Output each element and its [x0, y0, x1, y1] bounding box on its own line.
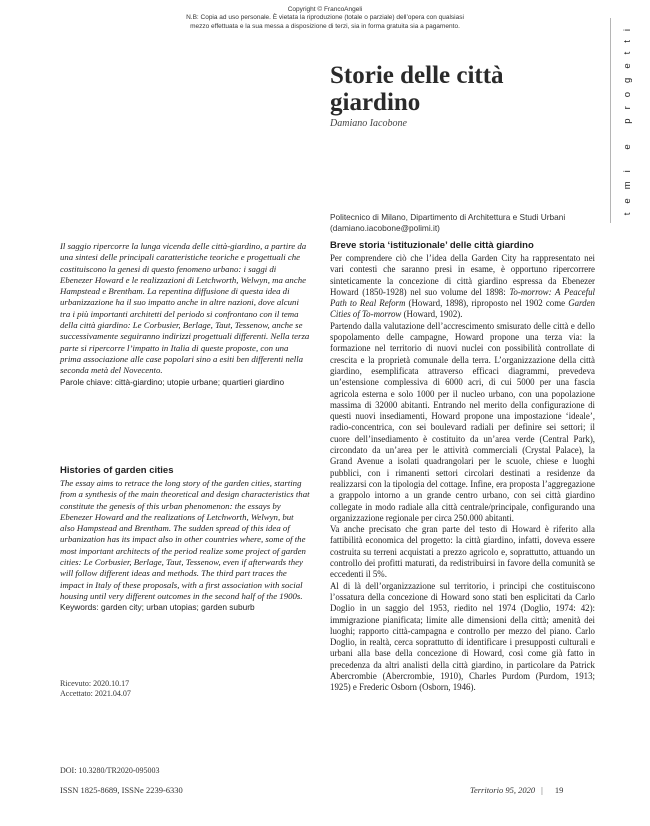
section-label	[622, 20, 633, 215]
doi: DOI: 10.3280/TR2020-095003	[60, 766, 160, 775]
section-heading: Breve storia ‘istituzionale’ delle città giardino	[330, 240, 534, 251]
usage-note	[150, 14, 500, 31]
author-email: (damiano.iacobone@polimi.it)	[330, 222, 440, 233]
footer-divider: |	[541, 785, 543, 795]
section-label-line-1: temi e	[622, 135, 633, 216]
body-paragraph-1	[330, 253, 595, 321]
article-title-line-1: Storie delle città	[330, 62, 504, 89]
p1-book-title-1: To-morrow: A Peaceful Path to Real Reform	[330, 286, 595, 309]
journal-issue: 95, 2020	[505, 785, 536, 795]
submission-dates	[60, 679, 131, 698]
english-title: Histories of garden cities	[60, 465, 174, 476]
body-paragraph-3: Va anche precisato che gran parte del testo di Howard è riferito alla fattibilità economica del progetto: la città giardino, infatti, doveva essere costruita su terreni acquistati a prezzo agricolo e, soprattutto, attuando un controllo dei profitti maturati, da redistribuirsi in favore della comunità se eccedenti il 5%.	[330, 524, 595, 580]
accepted-date: Accettato: 2021.04.07	[60, 688, 131, 698]
abstract-italian	[60, 241, 310, 388]
issn: ISSN 1825-8689, ISSNe 2239-6330	[60, 785, 183, 795]
body-paragraph-4: Al di là dell’organizzazione sul territorio, i principi che costituiscono l’ossatura della concezione di Howard sono stati ben esplicitati da Carlo Doglio in un saggio del 1953, riedito nel 1974 (Doglio, 1974: 42): immigrazione pianificata; limite alle dimensioni della città; amenità dei luoghi; rapporto città-campagna e controllo per mezzo del piano. Carlo Doglio, in realtà, cerca soprattutto di identificare i presupposti culturali e urbani alla base della concezione di Howard, così come già fatto in precedenza da altri analisti della città giardino, in particolare da Patrick Abercrombie (Abercrombie, 1910), Charles Purdom (Purdom, 1913; 1925) e Frederic Osborn (Osborn, 1946).	[330, 580, 595, 693]
page-number: 19	[554, 785, 564, 795]
keywords-italian: Parole chiave: città-giardino; utopie urbane; quartieri giardino	[60, 376, 285, 387]
p1-text-b: (Howard, 1898), riproposto nel 1902 come	[405, 298, 569, 309]
usage-note-line-1: N.B: Copia ad uso personale. È vietata la riproduzione (totale o parziale) dell’opera con qualsiasi	[186, 14, 464, 21]
p1-book-title-2: Garden Cities of To-morrow	[330, 298, 595, 320]
abstract-english	[60, 478, 310, 613]
body-text	[330, 240, 595, 694]
received-date: Ricevuto: 2020.10.17	[60, 679, 130, 688]
author-affiliation	[330, 212, 615, 233]
keywords-english: Keywords: garden city; urban utopias; garden suburb	[60, 602, 255, 613]
p1-text-c: (Howard, 1902).	[401, 309, 463, 320]
usage-note-line-2: mezzo effettuata e la sua messa a disposizione di terzi, sia in forma gratuita sia a pagamento.	[190, 22, 460, 30]
journal-name: Territorio	[470, 785, 504, 795]
section-sidebar	[610, 18, 633, 223]
abstract-english-text: The essay aims to retrace the long story of the garden cities, starting from a synthesis of the main theoretical and design characteristics that constitute the genesis of this urban phenomenon: the essays by Ebenezer Howard and the realizations of Letchworth, Welwyn, but also Hampstead and Brentham. The sudden spread of this idea of urbanization has its impact also in other countries where, some of the most important architects of the period realize some project of garden cities: Le Corbusier, Berlage, Taut, Tessenow, even if afterwards they will follow different ideas and methods. The third part traces the impact in Italy of these proposals, with a first association with social housing until very different outcomes in the second half of the 1900s.	[60, 478, 310, 601]
page-footer	[470, 785, 563, 795]
copyright-notice: Copyright © FrancoAngeli	[287, 6, 363, 13]
abstract-italian-text: Il saggio ripercorre la lunga vicenda delle città-giardino, a partire da una sintesi delle principali caratteristiche teoriche e progettuali che costituiscono la genesi di questo fenomeno urbano: i saggi di Ebenezer Howard e le realizzazioni di Letchworth, Welwyn, ma anche Hampstead e Brentham. La repentina diffusione di questa idea di urbanizzazione ha il suo impatto anche in altre nazioni, dove alcuni tra i più importanti architetti del periodo si confrontano con il tema della città giardino: Le Corbusier, Berlage, Taut, Tessenow, anche se successivamente seguiranno indirizzi progettuali differenti. Nella terza parte si ripercorre l’impatto in Italia di queste proposte, con una prima associazione alle case popolari sino a esiti ben differenti nella seconda metà del Novecento.	[60, 241, 310, 376]
article-title	[330, 62, 600, 116]
body-paragraph-2: Partendo dalla valutazione dell’accrescimento smisurato delle città e dello spopolamento delle campagne, Howard propone una terza via: la formazione nel territorio di nuovi nuclei con possibilità controllate di crescita e la proprietà comunale della terra. L’organizzazione della città giardino, esemplificata attraverso efficaci diagrammi, prevedeva un’estensione complessiva di 6000 acri, di cui 5000 per una fascia agricola esterna e solo 1000 per il nucleo urbano, con una popolazione massima di 32000 abitanti. Entrando nel merito della configurazione di questi nuovi insediamenti, Howard propone una impostazione ‘ideale’, radio-concentrica, con sei boulevard radiali per definire sei settori; il cuore dell’insediamento è costituito da un’area verde (Central Park), circondato da un’area per le attività commerciali (Crystal Palace), la Grand Avenue a isolati quadrangolari per le scuole, chiese e luoghi pubblici, con i rimanenti settori circolari destinati a residenze da realizzarsi con la tipologia del cottage. Infine, era proposta l’aggregazione a grappolo intorno a un grande centro urbano, con sei città giardino collegate in modo radiale alla città centrale/principale, configurando una organizzazione regionale per circa 250.000 abitanti.	[330, 320, 595, 523]
p1-text-a: Per comprendere ciò che l’idea della Garden City ha rappresentato nei vari contesti che saranno presi in esame, è opportuno ripercorrere sinteticamente la concezione di città giardino espressa da Ebenezer Howard (1850-1928) nel suo volume del 1898:	[330, 253, 595, 297]
affiliation-text: Politecnico di Milano, Dipartimento di Architettura e Studi Urbani	[330, 212, 566, 222]
article-title-line-2: giardino	[330, 89, 421, 116]
author-name: Damiano Iacobone	[330, 118, 407, 129]
section-label-line-2: progetti	[622, 20, 633, 124]
